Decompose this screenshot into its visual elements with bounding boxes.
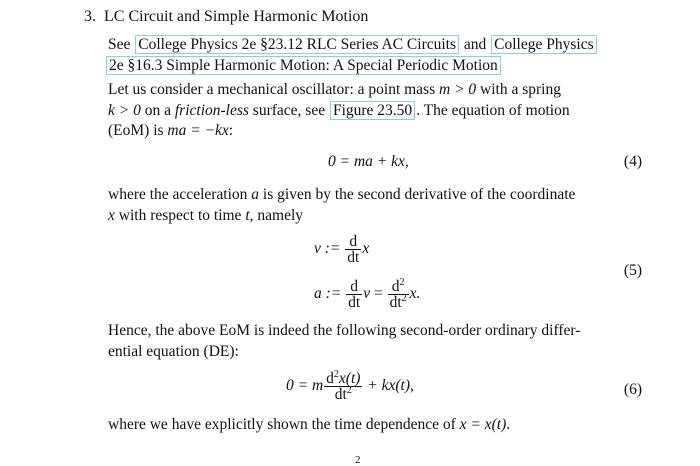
eq5-a-fraction-1 (346, 279, 362, 310)
eq5-a-v: v (363, 285, 371, 303)
link-college-physics-part1[interactable]: College Physics (491, 35, 596, 54)
eq5-a-lhs: a := (314, 285, 342, 303)
accel-text-2: is given by the second derivative of the coordinate (262, 186, 576, 203)
eq6-fraction (324, 368, 362, 403)
accel-symbol-x: x (108, 206, 115, 224)
see-paragraph (108, 35, 642, 76)
eq5-a-equals: = (373, 285, 383, 303)
equation-6 (286, 368, 414, 403)
eq5-a-num-2: d (391, 278, 400, 295)
hence-line-2: ential equation (DE): (108, 342, 239, 360)
intro-text-4: surface, see (252, 101, 326, 119)
eq5-a-den-sq: 2 (401, 292, 407, 304)
eq5-a-den-2: dt (389, 294, 402, 311)
intro-text-3: on a (144, 101, 171, 119)
mass-condition: m > 0 (439, 81, 477, 98)
page-number: 2 (355, 454, 361, 466)
accel-text-3: with respect to time (118, 206, 242, 224)
closing-sentence (108, 416, 510, 434)
frictionless-italic: friction-less (174, 101, 249, 119)
eq5-a-num-1: d (346, 279, 362, 295)
eq5-a-x: x. (409, 285, 421, 303)
eq5-v-den: dt (347, 249, 360, 266)
section-heading (84, 8, 368, 26)
see-conj: and (463, 36, 487, 53)
intro-text-7: : (228, 122, 234, 139)
eq5-a-den-1: dt (348, 294, 361, 311)
intro-text-2: with a spring (480, 81, 561, 98)
eq6-den: dt (334, 386, 347, 403)
see-prefix: See (108, 36, 131, 53)
equation-4 (328, 153, 409, 171)
acceleration-paragraph (108, 185, 642, 226)
link-simple-harmonic-motion[interactable]: 2e §16.3 Simple Harmonic Motion: A Special Periodic Motion (106, 56, 501, 75)
eq6-num-tail: x(t) (338, 370, 361, 387)
eq6-lhs: 0 = m (286, 377, 324, 395)
intro-text-6: (EoM) is (108, 122, 164, 139)
eq5-v-x: x (362, 240, 370, 258)
accel-text-4: , namely (249, 206, 304, 224)
eom-inline: ma = −kx (167, 122, 229, 139)
closing-end: . (506, 416, 511, 433)
accel-text-1: where the acceleration (108, 186, 248, 203)
hence-paragraph (108, 321, 642, 362)
eq6-tail: + kx(t), (367, 377, 414, 395)
eq6-den-sq: 2 (346, 384, 352, 396)
spring-condition: k > 0 (108, 101, 141, 119)
intro-paragraph (108, 80, 642, 142)
accel-symbol-t: t (245, 206, 250, 224)
accel-symbol-a: a (251, 186, 260, 203)
eq5-v-fraction (345, 234, 361, 265)
equation-4-body: 0 = ma + kx, (328, 153, 409, 170)
closing-expr: x = x(t) (459, 416, 507, 433)
equation-5-acceleration (314, 276, 421, 311)
link-figure-23-50[interactable]: Figure 23.50 (330, 101, 415, 120)
section-title: LC Circuit and Simple Harmonic Motion (104, 8, 369, 25)
eq5-v-lhs: v := (314, 240, 341, 258)
link-rlc-circuits[interactable]: College Physics 2e §23.12 RLC Series AC Circuits (135, 35, 459, 54)
hence-line-1: Hence, the above EoM is indeed the following second-order ordinary differ- (108, 322, 581, 339)
closing-text: where we have explicitly shown the time dependence of (108, 416, 456, 433)
equation-5-number: (5) (623, 262, 642, 279)
eq5-a-num-sq: 2 (399, 276, 405, 288)
equation-6-number: (6) (623, 381, 642, 398)
eq6-num-d: d (326, 370, 334, 387)
equation-4-number: (4) (623, 153, 642, 170)
section-number: 3. (84, 8, 96, 25)
eq5-a-fraction-2 (388, 276, 409, 311)
intro-text-1: Let us consider a mechanical oscillator: a point mass (108, 81, 436, 98)
eq6-num-sq: 2 (333, 368, 339, 380)
eq5-v-num: d (345, 234, 361, 250)
equation-5-velocity (314, 234, 369, 265)
intro-text-5: . The equation of motion (416, 101, 570, 119)
